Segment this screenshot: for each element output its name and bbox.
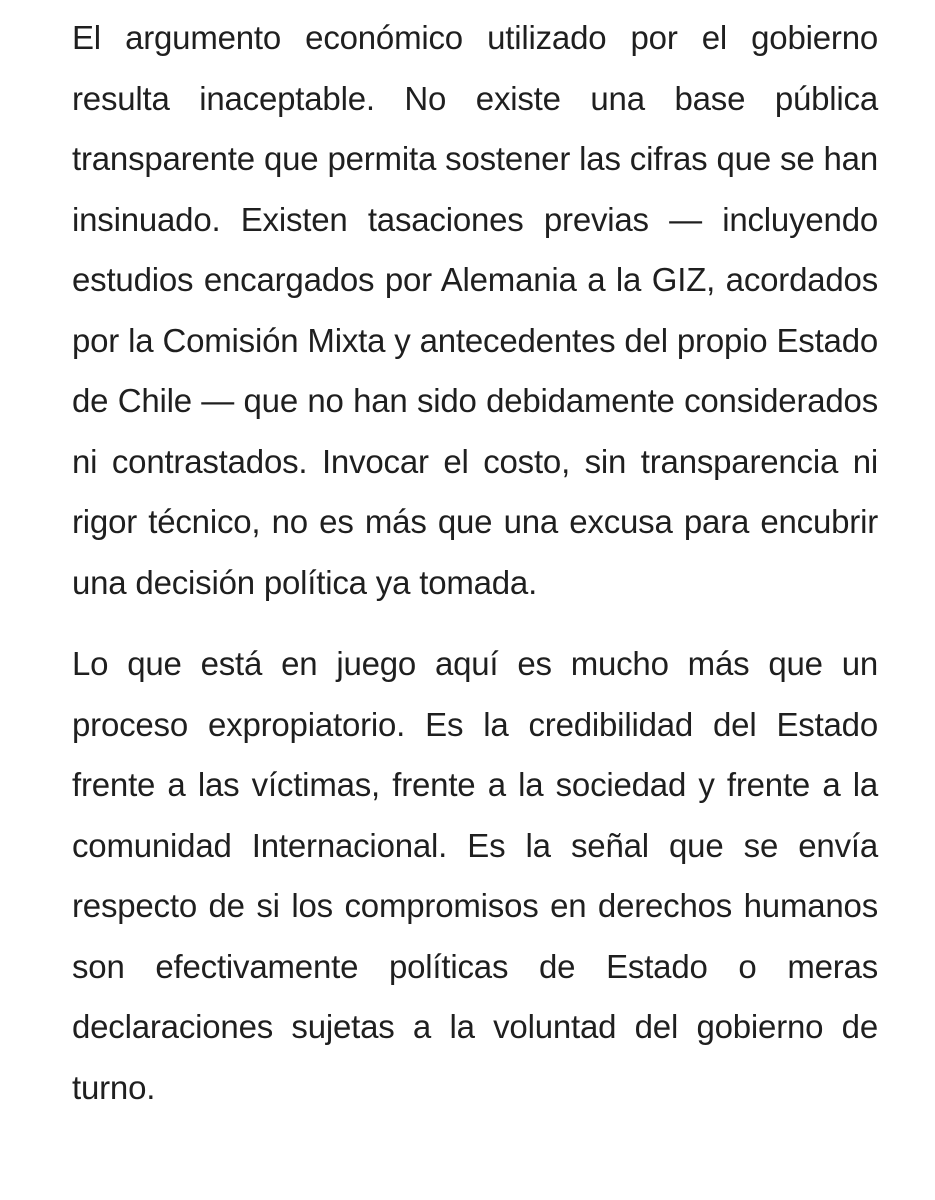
paragraph-2: Lo que está en juego aquí es mucho más que un proceso expropiatorio. Es la credibilidad del Estado frente a las víctimas, frente a la sociedad y frente a la comunidad Internacional. Es la señal que se envía respecto de si los compromisos en derechos humanos son efectivamente políticas de Estado o meras declaraciones sujetas a la voluntad del gobierno de turno.	[72, 645, 878, 1106]
paragraph-1: El argumento económico utilizado por el gobierno resulta inaceptable. No existe una base pública transparente que permita sostener las cifras que se han insinuado. Existen tasaciones previas — incluyendo estudios encargados por Alemania a la GIZ, acordados por la Comisión Mixta y antecedentes del propio Estado de Chile — que no han sido debidamente considerados ni contrastados. Invocar el costo, sin transparencia ni rigor técnico, no es más que una excusa para encubrir una decisión política ya tomada.	[72, 19, 878, 601]
document-body	[72, 8, 878, 1118]
